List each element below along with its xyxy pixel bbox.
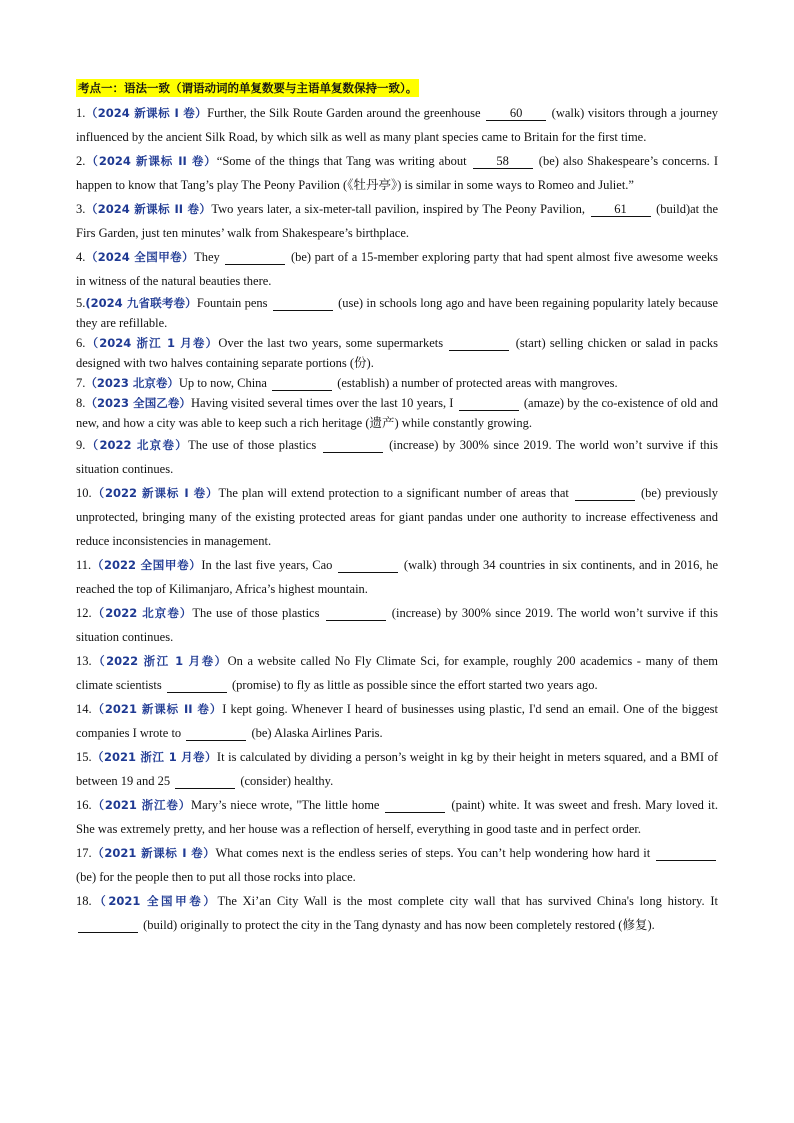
question-item [76, 333, 718, 373]
question-number: 2. [76, 154, 86, 168]
question-number: 4. [76, 250, 86, 264]
answer-blank[interactable] [186, 726, 246, 741]
answer-blank[interactable] [272, 376, 332, 391]
question-text-before: It is calculated by dividing a person’s weight in kg by their height in meters squared, and a BMI of between 19 and 25 [76, 750, 718, 788]
question-item [76, 393, 718, 433]
question-text-after: (walk) through 34 countries in six continents, and in 2016, he reached the top of Kilimanjaro, Africa’s highest mountain. [76, 558, 719, 596]
question-source: （2023 全国乙卷） [85, 396, 192, 410]
question-source: （2021 新课标 I 卷） [91, 846, 216, 860]
question-item [76, 245, 718, 293]
question-text-after: (use) in schools long ago and have been regaining popularity lately because they are refillable. [76, 296, 718, 330]
answer-blank[interactable] [656, 846, 716, 861]
answer-blank[interactable] [273, 296, 333, 311]
question-number: 16. [76, 798, 92, 812]
question-text-before: The use of those plastics [192, 606, 324, 620]
question-item [76, 649, 718, 697]
question-item [76, 293, 718, 333]
question-item [76, 553, 718, 601]
question-source: （2022 全国甲卷） [91, 558, 202, 572]
question-source: （2022 北京卷） [85, 438, 189, 452]
answer-blank[interactable]: 58 [473, 154, 533, 169]
question-text-after: (be) previously unprotected, bringing many of the existing protected areas for giant pandas under one authority to increase effectiveness and reduce inconsistencies in management. [76, 486, 718, 548]
question-item [76, 481, 718, 553]
question-text-before: Mary’s niece wrote, "The little home [191, 798, 384, 812]
question-number: 17. [76, 846, 92, 860]
question-source: （2024 新课标 I 卷） [85, 106, 208, 120]
question-item [76, 697, 718, 745]
question-number: 18. [76, 894, 92, 908]
question-number: 5. [76, 296, 86, 310]
question-item [76, 601, 718, 649]
question-item [76, 101, 718, 149]
question-text-after: (amaze) by the co-existence of old and new, and how a city was able to keep such a rich heritage (遗产) while constantly growing. [76, 396, 718, 430]
answer-blank[interactable]: 61 [591, 202, 651, 217]
question-text-before: On a website called No Fly Climate Sci, for example, roughly 200 academics - many of them climate scientists [76, 654, 718, 692]
question-number: 12. [76, 606, 92, 620]
question-source: （2021 全国甲卷） [91, 894, 218, 908]
question-item [76, 373, 718, 393]
question-text-after: (be) for the people then to put all those rocks into place. [76, 870, 356, 884]
question-text-before: What comes next is the endless series of steps. You can’t help wondering how hard it [215, 846, 655, 860]
question-source: （2021 新课标 II 卷） [91, 702, 223, 716]
question-text-before: I kept going. Whenever I heard of businesses using plastic, I'd send an email. One of the biggest companies I wrote to [76, 702, 718, 740]
answer-blank[interactable]: 60 [486, 106, 546, 121]
question-item [76, 197, 718, 245]
question-text-before: Up to now, China [178, 376, 271, 390]
question-text-before: Fountain pens [196, 296, 271, 310]
question-text-after: (promise) to fly as little as possible since the effort started two years ago. [228, 678, 598, 692]
question-list [76, 101, 718, 937]
answer-blank[interactable] [326, 606, 386, 621]
question-source: （2022 浙江 1 月卷） [91, 654, 228, 668]
question-item [76, 745, 718, 793]
answer-blank[interactable] [175, 774, 235, 789]
answer-blank[interactable] [385, 798, 445, 813]
document-page [76, 76, 718, 937]
question-item [76, 433, 718, 481]
question-number: 14. [76, 702, 92, 716]
question-text-after: (build) originally to protect the city in the Tang dynasty and has now been completely restored (修复). [140, 918, 655, 932]
question-source: （2023 北京卷） [85, 376, 179, 390]
question-number: 6. [76, 336, 86, 350]
answer-blank[interactable] [323, 438, 383, 453]
question-number: 7. [76, 376, 86, 390]
answer-blank[interactable] [459, 396, 519, 411]
question-source: （2021 浙江 1 月卷） [91, 750, 217, 764]
question-text-before: The Xi’an City Wall is the most complete city wall that has survived China's long history. It [217, 894, 718, 908]
question-item [76, 149, 718, 197]
question-text-before: Two years later, a six-meter-tall pavilion, inspired by The Peony Pavilion, [211, 202, 589, 216]
answer-blank[interactable] [449, 336, 509, 351]
question-text-before: Further, the Silk Route Garden around the greenhouse [207, 106, 485, 120]
answer-blank[interactable] [167, 678, 227, 693]
question-text-before: The plan will extend protection to a significant number of areas that [218, 486, 573, 500]
question-text-after: (be) part of a 15-member exploring party that had spent almost five awesome weeks in witness of the natural beauties there. [76, 250, 719, 288]
question-item [76, 889, 718, 937]
answer-blank[interactable] [338, 558, 398, 573]
question-number: 10. [76, 486, 92, 500]
question-source: （2024 浙江 1 月卷） [85, 336, 219, 350]
question-number: 15. [76, 750, 92, 764]
question-text-before: In the last five years, Cao [201, 558, 337, 572]
question-text-before: The use of those plastics [188, 438, 321, 452]
answer-blank[interactable] [78, 918, 138, 933]
question-text-after: (increase) by 300% since 2019. The world won’t survive if this situation continues. [76, 438, 719, 476]
question-text-after: (be) Alaska Airlines Paris. [248, 726, 383, 740]
question-text-after: (be) also Shakespeare’s concerns. I happen to know that Tang’s play The Peony Pavilion (《牡丹亭》) is similar in some ways to Romeo and Juliet.” [76, 154, 718, 192]
question-number: 9. [76, 438, 86, 452]
question-source: （2024 新课标 II 卷） [85, 202, 212, 216]
question-text-after: (consider) healthy. [237, 774, 334, 788]
question-text-before: They [194, 250, 224, 264]
question-text-before: Having visited several times over the last 10 years, I [191, 396, 457, 410]
question-number: 11. [76, 558, 92, 572]
question-source: （2024 新课标 II 卷） [85, 154, 217, 168]
answer-blank[interactable] [575, 486, 635, 501]
question-text-after: (walk) visitors through a journey influenced by the ancient Silk Road, by which silk as well as many plant species came to Britain for the first time. [76, 106, 719, 144]
question-number: 1. [76, 106, 86, 120]
question-text-after: (establish) a number of protected areas with mangroves. [334, 376, 618, 390]
question-number: 13. [76, 654, 92, 668]
question-item [76, 793, 718, 841]
question-text-before: “Some of the things that Tang was writing about [216, 154, 471, 168]
question-number: 8. [76, 396, 86, 410]
question-source: (2024 九省联考卷） [85, 296, 197, 310]
question-source: （2021 浙江卷） [91, 798, 192, 812]
question-item [76, 841, 718, 889]
question-text-after: (paint) white. It was sweet and fresh. Mary loved it. She was extremely pretty, and her house was a reflection of herself, everything in good taste and in perfect order. [76, 798, 718, 836]
question-text-before: Over the last two years, some supermarkets [218, 336, 448, 350]
question-source: （2024 全国甲卷） [85, 250, 195, 264]
question-source: （2022 新课标 I 卷） [91, 486, 219, 500]
question-source: （2022 北京卷） [91, 606, 193, 620]
question-text-after: (start) selling chicken or salad in packs designed with two halves containing separate portions (份). [76, 336, 718, 370]
question-text-after: (increase) by 300% since 2019. The world won’t survive if this situation continues. [76, 606, 718, 644]
question-number: 3. [76, 202, 86, 216]
question-text-after: (build)at the Firs Garden, just ten minutes’ walk from Shakespeare’s birthplace. [76, 202, 718, 240]
answer-blank[interactable] [225, 250, 285, 265]
section-heading: 考点一：语法一致（谓语动词的单复数要与主语单复数保持一致）。 [78, 81, 418, 95]
